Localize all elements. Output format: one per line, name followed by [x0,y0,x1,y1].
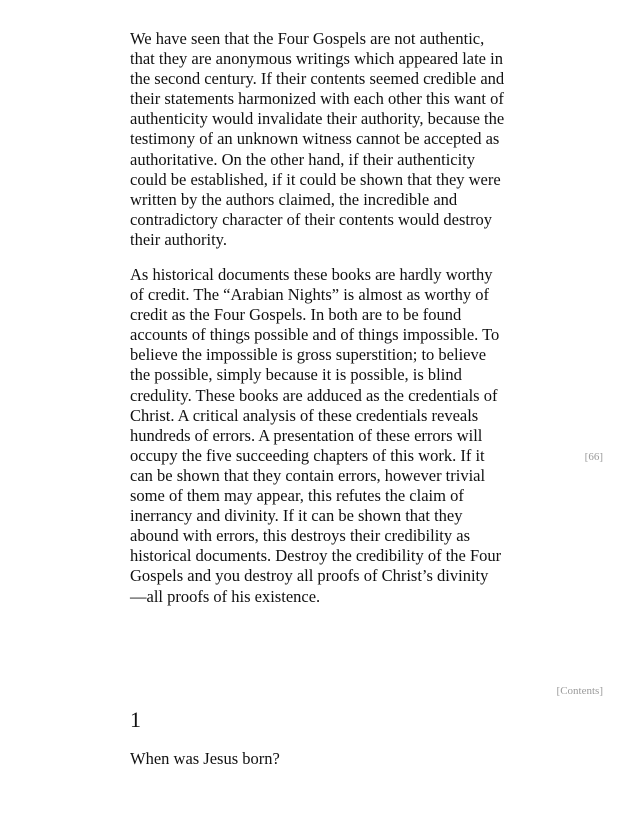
text-line: abound with errors, this destroys their credibility as [130,526,471,546]
page-number: [66] [584,451,603,463]
text-line: that they are anonymous writings which appeared late in [130,49,503,69]
text-line: testimony of an unknown witness cannot be accepted as [130,129,500,149]
contents-link[interactable]: [Contents] [556,685,603,697]
text-line: believe the impossible is gross superstition; to believe [130,345,487,365]
text-line: As historical documents these books are hardly worthy [130,265,493,284]
chapter-number: 1 [130,707,141,732]
text-line: accounts of things possible and of things impossible. To [130,325,500,345]
text-line: hundreds of errors. A presentation of these errors will [130,425,483,445]
text-line: credulity. These books are adduced as the credentials of [130,385,498,405]
text-line: occupy the five succeeding chapters of this work. If it [130,445,485,465]
paragraph-2 [130,265,522,607]
text-line: authenticity would invalidate their authority, because the [130,109,505,129]
text-line: Gospels and you destroy all proofs of Christ’s divinity [130,566,489,586]
text-line: their authority. [130,229,227,249]
text-line: credit as the Four Gospels. In both are to be found [130,305,462,325]
text-line: authoritative. On the other hand, if their authenticity [130,149,476,169]
paragraph-1 [130,29,522,250]
text-line: their statements harmonized with each other this want of [130,89,504,109]
text-line: can be shown that they contain errors, however trivial [130,465,486,485]
text-line: the possible, simply because it is possible, is blind [130,365,462,385]
text-line: contradictory character of their contents would destroy [130,209,492,229]
chapter-title: When was Jesus born? [130,749,280,768]
text-line: —all proofs of his existence. [130,586,321,606]
text-line: could be established, if it could be shown that they were [130,169,501,189]
text-line: historical documents. Destroy the credibility of the Four [130,546,502,566]
text-line: We have seen that the Four Gospels are not authentic, [130,29,485,48]
text-line: written by the authors claimed, the incredible and [130,189,458,209]
text-line: of credit. The “Arabian Nights” is almost as worthy of [130,285,489,305]
text-line: the second century. If their contents seemed credible and [130,69,505,89]
text-line: inerrancy and divinity. If it can be shown that they [130,506,463,526]
text-line: Christ. A critical analysis of these credentials reveals [130,405,479,425]
text-line: some of them may appear, this refutes the claim of [130,486,464,506]
